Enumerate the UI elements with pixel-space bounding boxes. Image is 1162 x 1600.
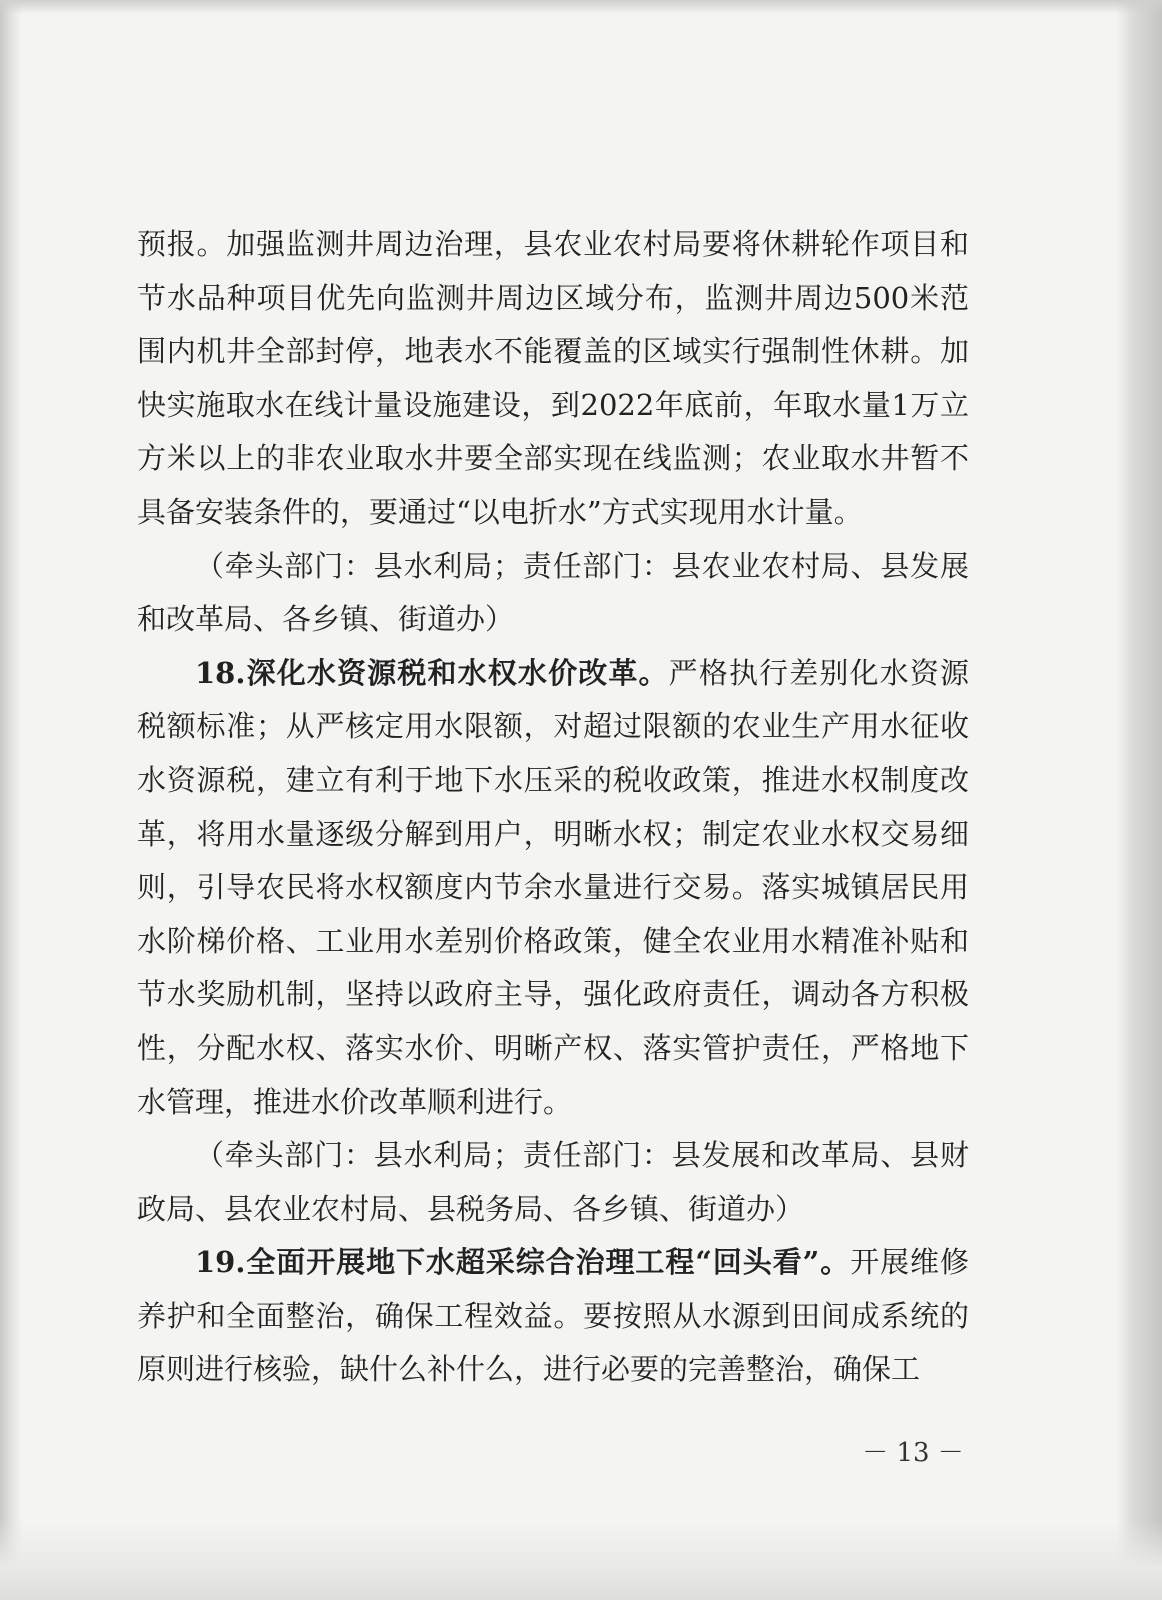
- item-18-body: 严格执行差别化水资源税额标准；从严核定用水限额，对超过限额的农业生产用水征收水资源税，建立有利于地下水压采的税收政策，推进水权制度改革，将用水量逐级分解到用户，明晰水权；制定农业水权交易细则，引导农民将水权额度内节余水量进行交易。落实城镇居民用水阶梯价格、工业用水差别价格政策，健全农业用水精准补贴和节水奖励机制，坚持以政府主导，强化政府责任，调动各方积极性，分配水权、落实水价、明晰产权、落实管护责任，严格地下水管理，推进水价改革顺利进行。: [137, 655, 969, 1119]
- paragraph-continuation: 预报。加强监测井周边治理，县农业农村局要将休耕轮作项目和节水品种项目优先向监测井周边区域分布，监测井周边500米范围内机井全部封停，地表水不能覆盖的区域实行强制性休耕。加快实施取水在线计量设施建设，到2022年底前，年取水量1万立方米以上的非农业取水井要全部实现在线监测；农业取水井暂不具备安装条件的，要通过“以电折水”方式实现用水计量。: [137, 227, 969, 529]
- item-18-heading: 18.深化水资源税和水权水价改革。: [195, 655, 669, 690]
- page-edge-left: [0, 0, 22, 1600]
- page-edge-bottom: [0, 1520, 1162, 1600]
- item-19-body: 开展维修养护和全面整治，确保工程效益。要按照从水源到田间成系统的原则进行核验，缺什么补什么，进行必要的完善整治，确保工: [137, 1245, 969, 1387]
- body-text: [137, 218, 969, 1397]
- paragraph-responsible-departments-18: （牵头部门：县水利局；责任部门：县发展和改革局、县财政局、县农业农村局、县税务局、各乡镇、街道办）: [137, 1138, 969, 1226]
- page-edge-top: [0, 0, 1162, 14]
- paragraph-item-19: [137, 1236, 969, 1397]
- page-number: － 13 －: [862, 1438, 964, 1468]
- page-edge-right: [1116, 0, 1162, 1600]
- paragraph-responsible-departments-17: （牵头部门：县水利局；责任部门：县农业农村局、县发展和改革局、各乡镇、街道办）: [137, 548, 969, 637]
- paragraph-item-18: [137, 647, 969, 1129]
- item-19-heading: 19.全面开展地下水超采综合治理工程“回头看”。: [195, 1245, 851, 1280]
